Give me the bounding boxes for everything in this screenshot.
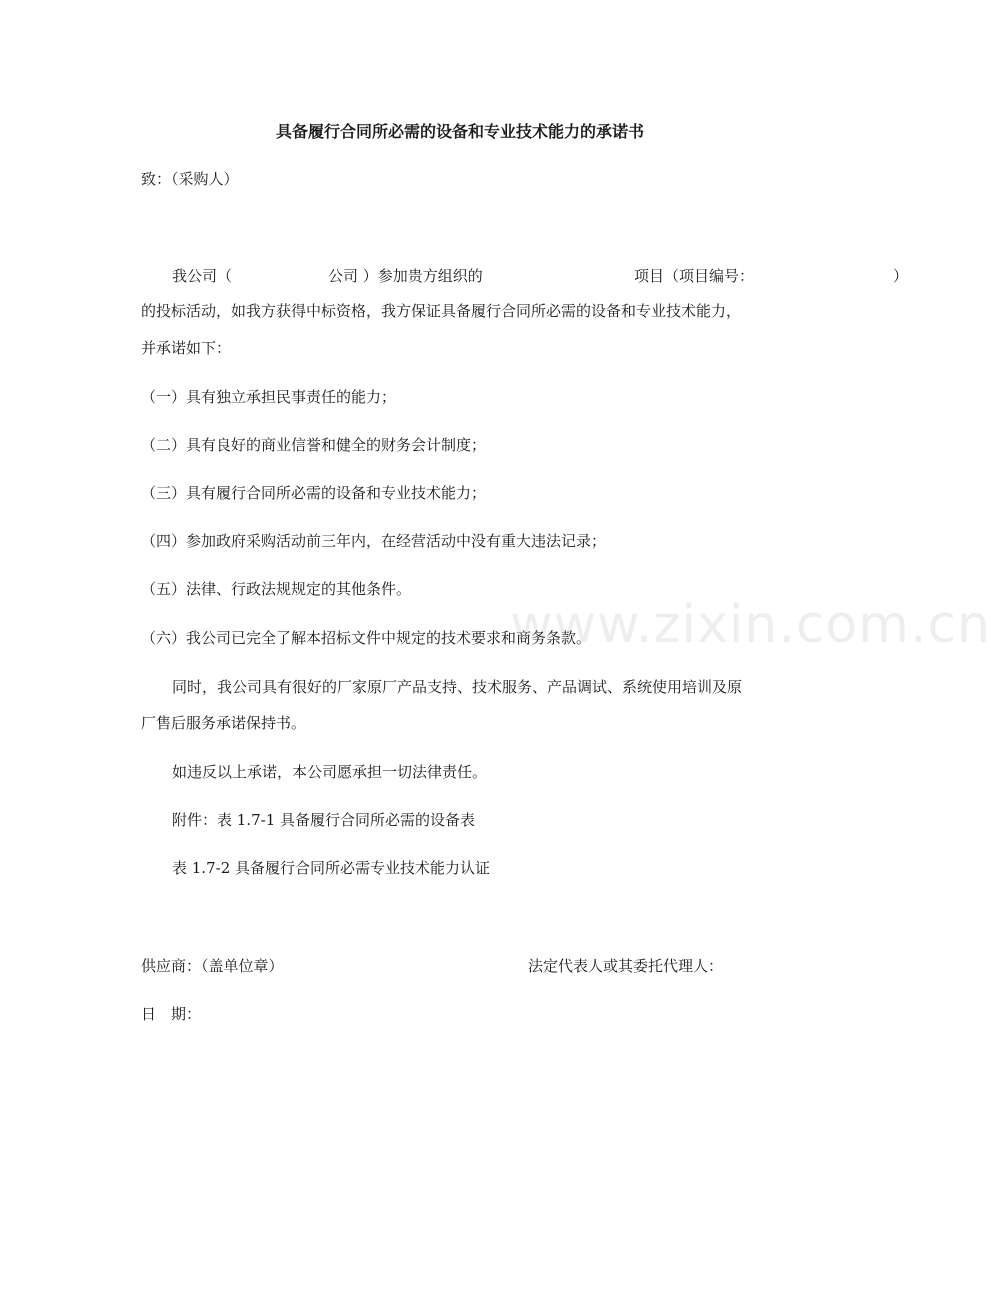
commitment-item-1: （一）具有独立承担民事责任的能力；	[141, 388, 397, 406]
intro-part-1: 我公司（	[172, 267, 233, 285]
date-label: 日 期：	[141, 1005, 202, 1023]
representative-signature-label: 法定代表人或其委托代理人：	[528, 957, 724, 975]
support-line-1: 同时，我公司具有很好的厂家原厂产品支持、技术服务、产品调试、系统使用培训及原	[172, 678, 743, 696]
commitment-item-6: （六）我公司已完全了解本招标文件中规定的技术要求和商务条款。	[141, 629, 592, 647]
support-line-2: 厂售后服务承诺保持书。	[141, 714, 307, 732]
liability-line: 如违反以上承诺，本公司愿承担一切法律责任。	[172, 763, 488, 781]
attachment-line-2: 表 1.7-2 具备履行合同所必需专业技术能力认证	[172, 859, 491, 877]
commitment-item-5: （五）法律、行政法规规定的其他条件。	[141, 580, 412, 598]
supplier-signature-label: 供应商：（盖单位章）	[141, 957, 284, 975]
intro-part-2: 公司 ）参加贵方组织的	[328, 267, 483, 285]
addressee-line: 致：（采购人）	[141, 170, 239, 188]
attachment-line-1: 附件：表 1.7-1 具备履行合同所必需的设备表	[172, 811, 476, 829]
intro-part-4: ）	[893, 267, 909, 285]
document-title: 具备履行合同所必需的设备和专业技术能力的承诺书	[275, 122, 644, 141]
commitment-item-2: （二）具有良好的商业信誉和健全的财务会计制度；	[141, 436, 487, 454]
commitment-item-4: （四）参加政府采购活动前三年内，在经营活动中没有重大违法记录；	[141, 532, 607, 550]
watermark-text: www.zixin.com.cn	[510, 595, 991, 655]
intro-line-3: 并承诺如下：	[141, 339, 232, 357]
commitment-item-3: （三）具有履行合同所必需的设备和专业技术能力；	[141, 484, 487, 502]
intro-part-3: 项目（项目编号：	[634, 267, 755, 285]
intro-line-2: 的投标活动，如我方获得中标资格，我方保证具备履行合同所必需的设备和专业技术能力，	[141, 302, 742, 320]
